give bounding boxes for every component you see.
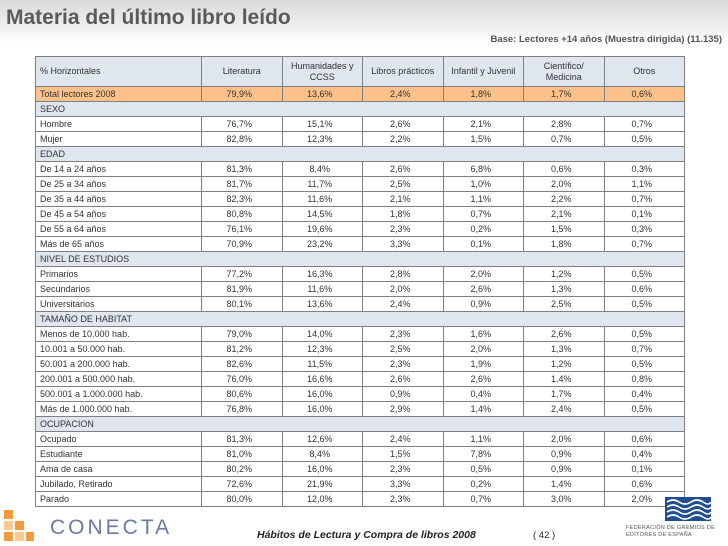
table-cell: 2,3%	[363, 222, 444, 237]
table-cell: 70,9%	[202, 237, 283, 252]
table-cell: 0,7%	[443, 492, 524, 507]
table-cell: 0,5%	[604, 132, 685, 147]
table-cell: 2,2%	[363, 132, 444, 147]
table-cell: 1,4%	[524, 477, 605, 492]
table-cell: 2,6%	[363, 162, 444, 177]
table-cell: 1,2%	[524, 357, 605, 372]
row-label: De 35 a 44 años	[36, 192, 202, 207]
row-label: 500.001 a 1.000.000 hab.	[36, 387, 202, 402]
table-cell: 8,4%	[282, 162, 363, 177]
table-cell: 0,8%	[604, 372, 685, 387]
table-row	[36, 237, 685, 252]
row-label: Total lectores 2008	[36, 87, 202, 102]
table-cell: 1,4%	[524, 372, 605, 387]
table-cell: 76,0%	[202, 372, 283, 387]
table-row	[36, 327, 685, 342]
table-row	[36, 342, 685, 357]
table-cell: 0,7%	[604, 342, 685, 357]
table-cell: 0,1%	[604, 207, 685, 222]
table-cell: 16,0%	[282, 402, 363, 417]
page-title: Materia del último libro leído	[6, 6, 291, 29]
table-cell: 0,9%	[524, 447, 605, 462]
table-row	[36, 192, 685, 207]
table-cell: 0,1%	[443, 237, 524, 252]
table-cell: 80,2%	[202, 462, 283, 477]
row-label: De 14 a 24 años	[36, 162, 202, 177]
table-cell: 0,7%	[443, 207, 524, 222]
row-label: Más de 65 años	[36, 237, 202, 252]
table-cell: 2,1%	[363, 192, 444, 207]
table-cell: 11,5%	[282, 357, 363, 372]
section-row	[36, 252, 685, 267]
table-cell: 76,8%	[202, 402, 283, 417]
table-cell: 0,5%	[443, 462, 524, 477]
row-label: Jubilado, Retirado	[36, 477, 202, 492]
section-label: NIVEL DE ESTUDIOS	[36, 252, 685, 267]
table-cell: 0,7%	[604, 117, 685, 132]
table-cell: 11,6%	[282, 192, 363, 207]
section-label: EDAD	[36, 147, 685, 162]
table-cell: 13,6%	[282, 87, 363, 102]
table-cell: 0,5%	[604, 327, 685, 342]
table-cell: 80,6%	[202, 387, 283, 402]
table-cell: 2,6%	[363, 117, 444, 132]
table-row	[36, 207, 685, 222]
table-cell: 3,0%	[524, 492, 605, 507]
table-cell: 77,2%	[202, 267, 283, 282]
table-cell: 2,6%	[363, 372, 444, 387]
table-cell: 79,9%	[202, 87, 283, 102]
table-cell: 80,1%	[202, 297, 283, 312]
table-cell: 2,5%	[363, 177, 444, 192]
table-cell: 72,6%	[202, 477, 283, 492]
table-cell: 2,8%	[524, 117, 605, 132]
section-row	[36, 312, 685, 327]
table-cell: 2,6%	[524, 327, 605, 342]
table-cell: 14,5%	[282, 207, 363, 222]
table-cell: 1,1%	[604, 177, 685, 192]
row-label: Parado	[36, 492, 202, 507]
sample-base-note: Base: Lectores +14 años (Muestra dirigida) (11.135)	[490, 34, 722, 45]
table-cell: 0,5%	[604, 402, 685, 417]
table-cell: 1,8%	[524, 237, 605, 252]
table-body	[36, 87, 685, 507]
table-row	[36, 282, 685, 297]
table-cell: 76,7%	[202, 117, 283, 132]
table-row	[36, 447, 685, 462]
federation-name: FEDERACIÓN DE GREMIOS DE EDITORES DE ESPAÑA	[626, 525, 716, 538]
conecta-logo-icon	[4, 510, 34, 542]
table-cell: 0,3%	[604, 222, 685, 237]
table-row	[36, 387, 685, 402]
table-cell: 0,3%	[604, 162, 685, 177]
table-cell: 79,0%	[202, 327, 283, 342]
table-row	[36, 402, 685, 417]
table-cell: 3,3%	[363, 237, 444, 252]
table-cell: 2,9%	[363, 402, 444, 417]
table-cell: 0,7%	[604, 237, 685, 252]
table-header-row	[36, 57, 685, 87]
table-cell: 11,6%	[282, 282, 363, 297]
section-row	[36, 102, 685, 117]
table-cell: 16,3%	[282, 267, 363, 282]
table-cell: 3,3%	[363, 477, 444, 492]
table-cell: 2,3%	[363, 327, 444, 342]
table-cell: 0,5%	[604, 357, 685, 372]
table-cell: 0,9%	[363, 387, 444, 402]
page-number: ( 42 )	[533, 530, 556, 541]
table-cell: 0,4%	[443, 387, 524, 402]
column-header: Científico/ Medicina	[524, 57, 605, 87]
table-cell: 1,9%	[443, 357, 524, 372]
table-row	[36, 492, 685, 507]
row-label: Ama de casa	[36, 462, 202, 477]
table-cell: 15,1%	[282, 117, 363, 132]
table-cell: 0,4%	[604, 387, 685, 402]
row-label: Mujer	[36, 132, 202, 147]
table-cell: 81,3%	[202, 162, 283, 177]
table-cell: 2,4%	[363, 297, 444, 312]
row-label: 10.001 a 50.000 hab.	[36, 342, 202, 357]
table-row	[36, 162, 685, 177]
table-cell: 21,9%	[282, 477, 363, 492]
table-cell: 0,7%	[524, 132, 605, 147]
table-row	[36, 297, 685, 312]
report-title: Hábitos de Lectura y Compra de libros 2008	[257, 529, 476, 541]
row-label: Hombre	[36, 117, 202, 132]
table-row	[36, 117, 685, 132]
table-cell: 1,6%	[443, 327, 524, 342]
table-cell: 76,1%	[202, 222, 283, 237]
table-cell: 82,3%	[202, 192, 283, 207]
table-cell: 1,5%	[524, 222, 605, 237]
table-cell: 1,3%	[524, 282, 605, 297]
table-cell: 82,6%	[202, 357, 283, 372]
table-cell: 1,4%	[443, 402, 524, 417]
table-cell: 16,0%	[282, 387, 363, 402]
table-cell: 81,9%	[202, 282, 283, 297]
column-header: Otros	[604, 57, 685, 87]
table-cell: 12,0%	[282, 492, 363, 507]
table-cell: 1,1%	[443, 432, 524, 447]
table-cell: 2,5%	[363, 342, 444, 357]
table-cell: 2,0%	[363, 282, 444, 297]
table-cell: 80,0%	[202, 492, 283, 507]
column-header: Libros prácticos	[363, 57, 444, 87]
column-header: Literatura	[202, 57, 283, 87]
table-row	[36, 462, 685, 477]
table-cell: 81,0%	[202, 447, 283, 462]
table-cell: 0,1%	[604, 462, 685, 477]
conecta-brand-name: CONECTA	[50, 516, 173, 539]
table-cell: 1,2%	[524, 267, 605, 282]
row-label: De 55 a 64 años	[36, 222, 202, 237]
table-row	[36, 132, 685, 147]
table-cell: 1,8%	[443, 87, 524, 102]
table-cell: 2,1%	[524, 207, 605, 222]
row-label: Más de 1.000.000 hab.	[36, 402, 202, 417]
table-cell: 2,5%	[524, 297, 605, 312]
table-cell: 2,0%	[443, 342, 524, 357]
table-cell: 1,7%	[524, 387, 605, 402]
row-label: Estudiante	[36, 447, 202, 462]
table-cell: 2,3%	[363, 357, 444, 372]
table-cell: 0,2%	[443, 222, 524, 237]
table-cell: 0,6%	[604, 282, 685, 297]
table-cell: 0,5%	[604, 297, 685, 312]
table-cell: 80,8%	[202, 207, 283, 222]
table-row	[36, 222, 685, 237]
table-cell: 1,1%	[443, 192, 524, 207]
table-cell: 1,0%	[443, 177, 524, 192]
table-cell: 2,3%	[363, 462, 444, 477]
table-cell: 2,6%	[443, 282, 524, 297]
table-cell: 16,6%	[282, 372, 363, 387]
table-cell: 0,6%	[524, 162, 605, 177]
table-cell: 7,8%	[443, 447, 524, 462]
table-cell: 1,7%	[524, 87, 605, 102]
table-cell: 2,2%	[524, 192, 605, 207]
section-label: TAMAÑO DE HABITAT	[36, 312, 685, 327]
table-cell: 12,3%	[282, 342, 363, 357]
table-row	[36, 357, 685, 372]
column-header: Humanidades y CCSS	[282, 57, 363, 87]
column-header-label: % Horizontales	[36, 57, 202, 87]
section-row	[36, 417, 685, 432]
table-cell: 81,2%	[202, 342, 283, 357]
table-cell: 2,0%	[443, 267, 524, 282]
table-cell: 2,4%	[524, 402, 605, 417]
table-cell: 2,0%	[604, 492, 685, 507]
table-cell: 2,6%	[443, 372, 524, 387]
row-label: Universitarios	[36, 297, 202, 312]
table-cell: 1,3%	[524, 342, 605, 357]
table-cell: 2,8%	[363, 267, 444, 282]
table-cell: 0,4%	[604, 447, 685, 462]
table-cell: 0,6%	[604, 477, 685, 492]
row-label: De 45 a 54 años	[36, 207, 202, 222]
table-cell: 14,0%	[282, 327, 363, 342]
table-cell: 2,4%	[363, 432, 444, 447]
row-label: Ocupado	[36, 432, 202, 447]
table-cell: 0,2%	[443, 477, 524, 492]
column-header: Infantil y Juvenil	[443, 57, 524, 87]
table-cell: 2,1%	[443, 117, 524, 132]
row-label: De 25 a 34 años	[36, 177, 202, 192]
table-cell: 0,5%	[604, 267, 685, 282]
federation-waves-icon	[665, 497, 711, 521]
table-cell: 0,7%	[604, 192, 685, 207]
table-row	[36, 267, 685, 282]
table-cell: 23,2%	[282, 237, 363, 252]
table-cell: 6,8%	[443, 162, 524, 177]
table-cell: 2,4%	[363, 87, 444, 102]
table-cell: 19,6%	[282, 222, 363, 237]
table-cell: 2,3%	[363, 492, 444, 507]
row-label: Primarios	[36, 267, 202, 282]
table-cell: 8,4%	[282, 447, 363, 462]
table-cell: 1,5%	[363, 447, 444, 462]
data-table	[35, 56, 685, 507]
row-label: Secundarios	[36, 282, 202, 297]
table-cell: 2,0%	[524, 432, 605, 447]
table-cell: 82,8%	[202, 132, 283, 147]
row-label: 200.001 a 500.000 hab.	[36, 372, 202, 387]
total-row	[36, 87, 685, 102]
table-cell: 0,9%	[524, 462, 605, 477]
table-row	[36, 477, 685, 492]
table-cell: 12,6%	[282, 432, 363, 447]
table-cell: 81,3%	[202, 432, 283, 447]
table-cell: 2,0%	[524, 177, 605, 192]
table-row	[36, 372, 685, 387]
table-cell: 16,0%	[282, 462, 363, 477]
table-cell: 11,7%	[282, 177, 363, 192]
row-label: Menos de 10.000 hab.	[36, 327, 202, 342]
table-cell: 0,6%	[604, 432, 685, 447]
table-cell: 81,7%	[202, 177, 283, 192]
table-row	[36, 432, 685, 447]
section-row	[36, 147, 685, 162]
row-label: 50.001 a 200.000 hab.	[36, 357, 202, 372]
section-label: SEXO	[36, 102, 685, 117]
section-label: OCUPACION	[36, 417, 685, 432]
table-cell: 13,6%	[282, 297, 363, 312]
table-cell: 12,3%	[282, 132, 363, 147]
table-cell: 0,9%	[443, 297, 524, 312]
table-row	[36, 177, 685, 192]
table-cell: 1,8%	[363, 207, 444, 222]
table-cell: 0,6%	[604, 87, 685, 102]
table-cell: 1,5%	[443, 132, 524, 147]
